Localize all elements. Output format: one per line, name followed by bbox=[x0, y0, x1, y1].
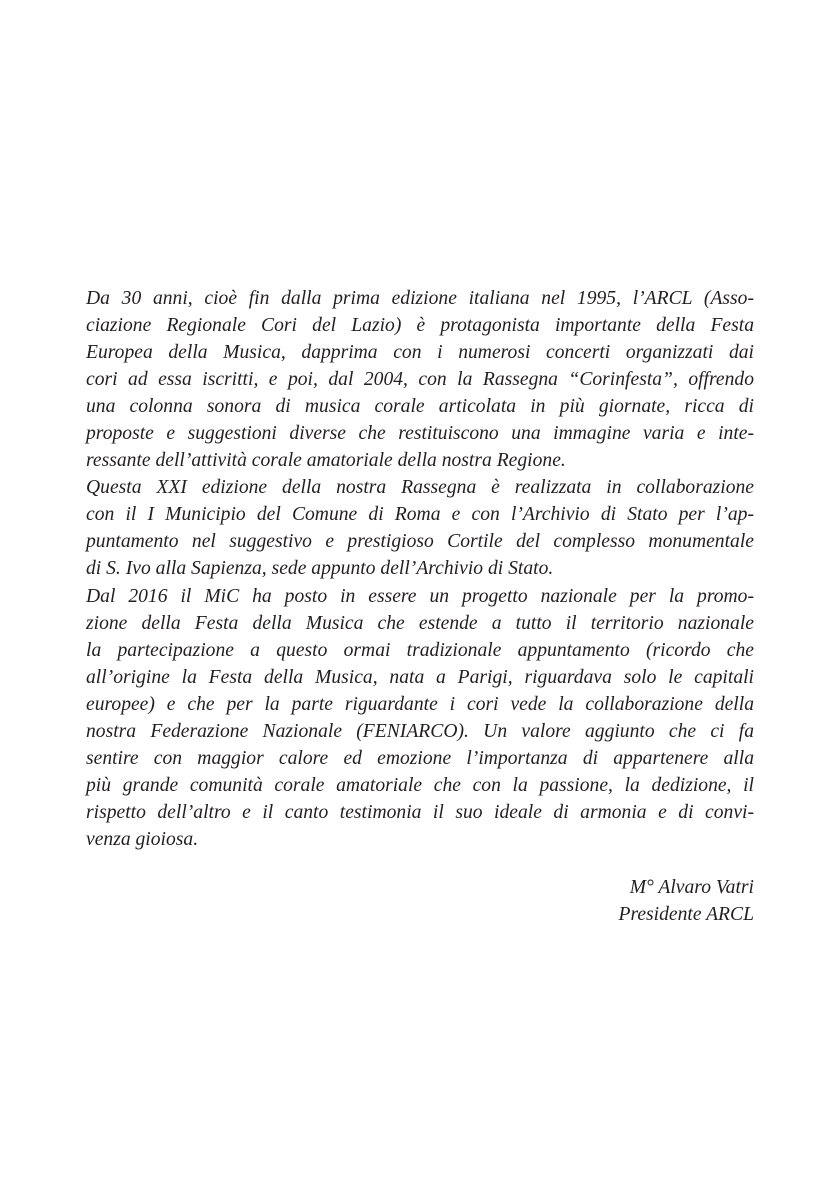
text-line: ressante dell’attività corale amatoriale della nostra Regione. bbox=[86, 450, 566, 472]
text-line: con il I Municipio del Comune di Roma e con l’Archivio di Stato per l’ap- bbox=[86, 504, 754, 526]
signature-block bbox=[618, 874, 754, 928]
text-line: di S. Ivo alla Sapienza, sede appunto dell’Archivio di Stato. bbox=[86, 558, 554, 580]
text-line: nostra Federazione Nazionale (FENIARCO). Un valore aggiunto che ci fa bbox=[86, 720, 754, 742]
text-line: venza gioiosa. bbox=[86, 828, 199, 850]
text-line: sentire con maggior calore ed emozione l’importanza di appartenere alla bbox=[86, 747, 754, 769]
signature-role: Presidente ARCL bbox=[618, 904, 754, 925]
text-line: zione della Festa della Musica che estende a tutto il territorio nazionale bbox=[86, 612, 754, 634]
text-line: cori ad essa iscritti, e poi, dal 2004, con la Rassegna “Corinfesta”, offrendo bbox=[86, 369, 754, 391]
text-line: la partecipazione a questo ormai tradizionale appuntamento (ricordo che bbox=[86, 639, 754, 661]
text-line: puntamento nel suggestivo e prestigioso Cortile del complesso monumentale bbox=[86, 531, 754, 553]
text-line: rispetto dell’altro e il canto testimonia il suo ideale di armonia e di convi- bbox=[86, 801, 754, 823]
signature-name: M° Alvaro Vatri bbox=[629, 877, 754, 898]
body-text bbox=[86, 285, 754, 853]
text-line: europee) e che per la parte riguardante i cori vede la collaborazione della bbox=[86, 693, 754, 715]
text-line: ciazione Regionale Cori del Lazio) è protagonista importante della Festa bbox=[86, 315, 754, 337]
text-line: Europea della Musica, dapprima con i numerosi concerti organizzati dai bbox=[86, 342, 754, 364]
text-line: Questa XXI edizione della nostra Rassegna è realizzata in collaborazione bbox=[86, 477, 754, 499]
text-line: una colonna sonora di musica corale articolata in più giornate, ricca di bbox=[86, 396, 754, 418]
text-line: proposte e suggestioni diverse che restituiscono una immagine varia e inte- bbox=[86, 423, 754, 445]
text-line: Da 30 anni, cioè fin dalla prima edizione italiana nel 1995, l’ARCL (Asso- bbox=[86, 288, 754, 309]
text-line: all’origine la Festa della Musica, nata a Parigi, riguardava solo le capitali bbox=[86, 666, 754, 688]
text-line: Dal 2016 il MiC ha posto in essere un progetto nazionale per la promo- bbox=[86, 585, 754, 607]
text-line: più grande comunità corale amatoriale che con la passione, la dedizione, il bbox=[86, 774, 754, 796]
